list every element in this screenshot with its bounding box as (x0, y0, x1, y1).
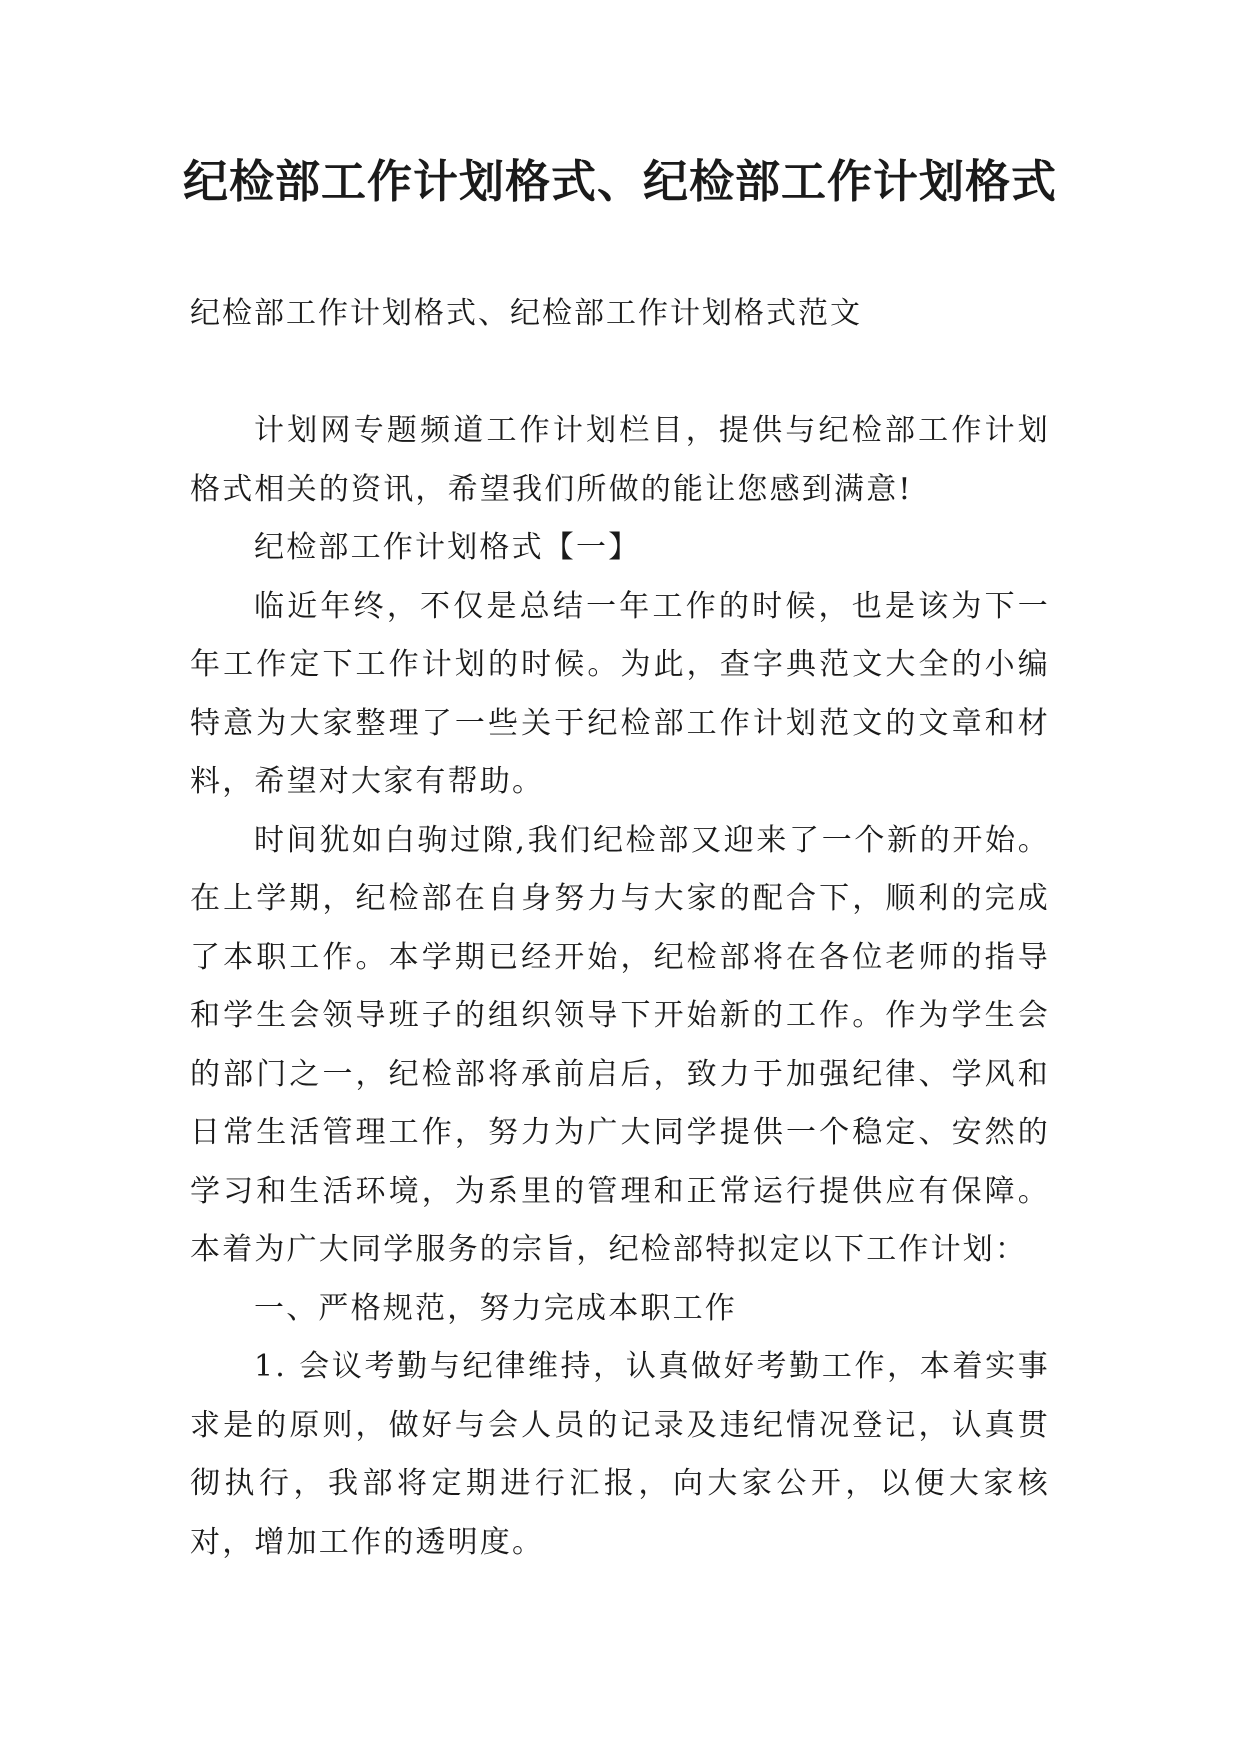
paragraph-year-end: 临近年终，不仅是总结一年工作的时候，也是该为下一年工作定下工作计划的时候。为此，查字典范文大全的小编特意为大家整理了一些关于纪检部工作计划范文的文章和材料，希望对大家有帮助。 (190, 588, 1050, 799)
paragraph-new-semester: 时间犹如白驹过隙,我们纪检部又迎来了一个新的开始。在上学期，纪检部在自身努力与大家的配合下，顺利的完成了本职工作。本学期已经开始，纪检部将在各位老师的指导和学生会领导班子的组织领导下开始新的工作。作为学生会的部门之一，纪检部将承前启后，致力于加强纪律、学风和日常生活管理工作，努力为广大同学提供一个稳定、安然的学习和生活环境，为系里的管理和正常运行提供应有保障。本着为广大同学服务的宗旨，纪检部特拟定以下工作计划： (190, 822, 1050, 1267)
document-title: 纪检部工作计划格式、纪检部工作计划格式 (182, 155, 1057, 208)
document-subtitle: 纪检部工作计划格式、纪检部工作计划格式范文 (190, 296, 862, 331)
paragraph-item-1: 1. 会议考勤与纪律维持，认真做好考勤工作，本着实事求是的原则，做好与会人员的记录及违纪情况登记，认真贯彻执行，我部将定期进行汇报，向大家公开，以便大家核对，增加工作的透明度。 (190, 1349, 1050, 1560)
paragraph-intro: 计划网专题频道工作计划栏目，提供与纪检部工作计划格式相关的资讯，希望我们所做的能让您感到满意! (190, 413, 1050, 507)
paragraph-item-heading: 一、严格规范，努力完成本职工作 (254, 1290, 737, 1326)
document-body (190, 402, 1050, 1572)
paragraph-section-heading: 纪检部工作计划格式【一】 (254, 530, 641, 565)
